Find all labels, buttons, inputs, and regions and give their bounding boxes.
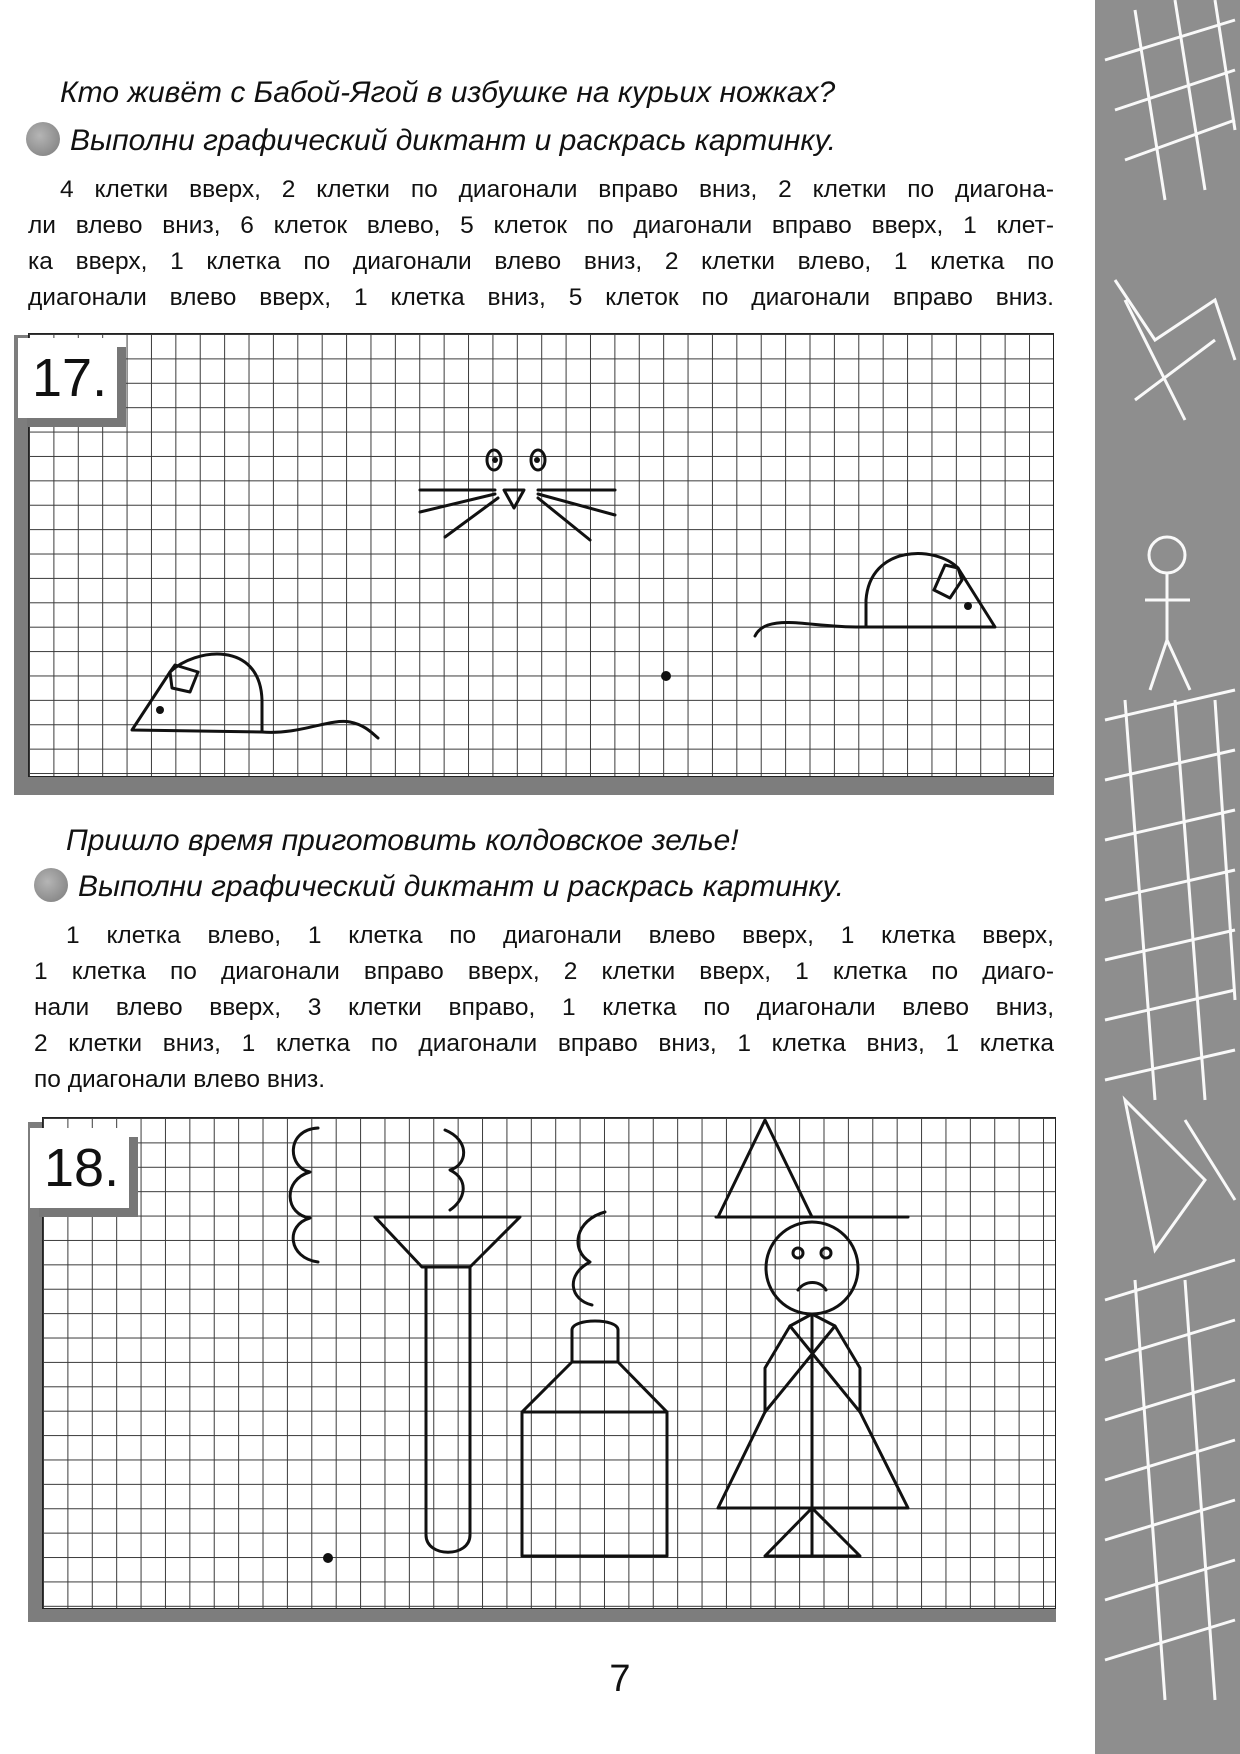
bottle-icon	[522, 1212, 667, 1556]
task17-line-3: ка вверх, 1 клетка по диагонали влево вниз, 2 клетки влево, 1 клетка по	[28, 248, 1054, 275]
start-dot-18	[323, 1553, 333, 1563]
task17-line-2: ли влево вниз, 6 клеток влево, 5 клеток по диагонали вправо вверх, 1 клет-	[28, 212, 1054, 239]
task18-line-2: 1 клетка по диагонали вправо вверх, 2 клетки вверх, 1 клетка по диаго-	[34, 958, 1054, 985]
task17-line-4: диагонали влево вверх, 1 клетка вниз, 5 клеток по диагонали вправо вниз.	[28, 284, 1054, 311]
task18-line-1: 1 клетка влево, 1 клетка по диагонали влево вверх, 1 клетка вверх,	[66, 922, 1054, 949]
task18-line-5: по диагонали влево вниз.	[34, 1066, 326, 1093]
task17-number: 17.	[18, 338, 117, 418]
test-tube-icon	[375, 1130, 520, 1552]
task18-number: 18.	[30, 1128, 129, 1208]
task18-title: Пришло время приготовить колдовское зелье!	[66, 824, 739, 857]
task18-line-4: 2 клетки вниз, 1 клетка по диагонали вправо вниз, 1 клетка вниз, 1 клетка	[34, 1030, 1054, 1057]
task17-title: Кто живёт с Бабой-Ягой в избушке на курьих ножках?	[60, 76, 836, 109]
task18-subtitle: Выполни графический диктант и раскрась картинку.	[78, 870, 844, 903]
task17-line-1: 4 клетки вверх, 2 клетки по диагонали вправо вниз, 2 клетки по диагона-	[60, 176, 1054, 203]
smoke-left	[290, 1128, 318, 1262]
task18-line-3: нали влево вверх, 3 клетки вправо, 1 клетка по диагонали влево вниз,	[34, 994, 1054, 1021]
task17-subtitle: Выполни графический диктант и раскрась картинку.	[70, 124, 836, 157]
witch-icon	[716, 1120, 908, 1556]
page-number: 7	[609, 1658, 631, 1700]
